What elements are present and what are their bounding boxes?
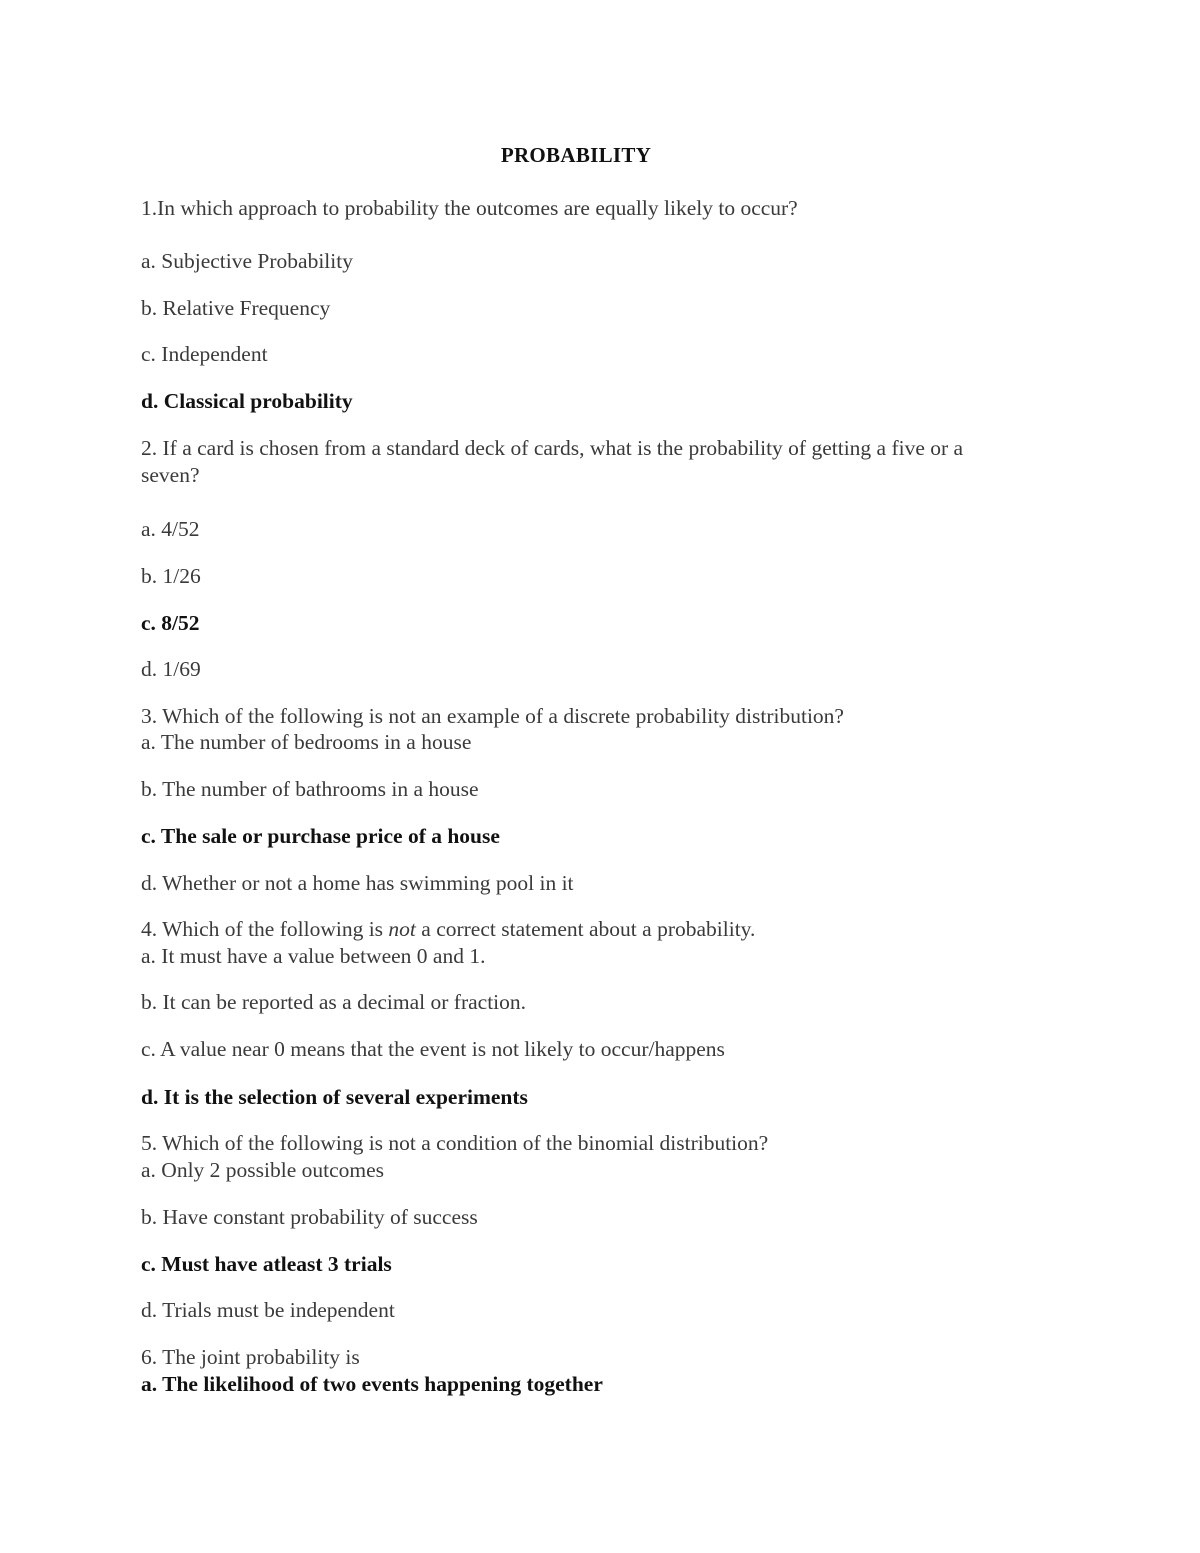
question-2-option-b: b. 1/26 [141, 564, 201, 588]
question-2-text-line-2: seven? [141, 463, 200, 487]
question-2-option-d: d. 1/69 [141, 657, 201, 681]
question-5-option-b: b. Have constant probability of success [141, 1205, 478, 1229]
question-2-option-a: a. 4/52 [141, 517, 200, 541]
question-3-option-d: d. Whether or not a home has swimming pool in it [141, 871, 574, 895]
question-1-option-a: a. Subjective Probability [141, 249, 353, 273]
question-4-text-emphasis: not [388, 917, 416, 941]
question-1-option-c: c. Independent [141, 342, 268, 366]
question-4-text-end: a correct statement about a probability. [415, 917, 756, 941]
question-4-option-a: a. It must have a value between 0 and 1. [141, 944, 486, 968]
question-1-text: 1.In which approach to probability the outcomes are equally likely to occur? [141, 196, 798, 220]
question-4-text-start: 4. Which of the following is [141, 917, 389, 941]
question-4-text [141, 916, 755, 942]
question-4-option-c: c. A value near 0 means that the event is not likely to occur/happens [141, 1037, 725, 1061]
question-2-option-c-answer: c. 8/52 [141, 611, 200, 635]
question-4-option-b: b. It can be reported as a decimal or fraction. [141, 990, 527, 1014]
question-6-option-a-answer: a. The likelihood of two events happening together [141, 1372, 603, 1396]
question-3-text: 3. Which of the following is not an example of a discrete probability distribution? [141, 704, 844, 728]
page-title: PROBABILITY [500, 143, 652, 167]
question-3-option-a: a. The number of bedrooms in a house [141, 730, 472, 754]
question-1-option-d-answer: d. Classical probability [141, 389, 353, 413]
question-3-option-c-answer: c. The sale or purchase price of a house [141, 824, 500, 848]
question-6-text: 6. The joint probability is [141, 1345, 360, 1369]
question-3-option-b: b. The number of bathrooms in a house [141, 777, 479, 801]
question-4-option-d-answer: d. It is the selection of several experiments [141, 1085, 528, 1109]
question-5-text: 5. Which of the following is not a condition of the binomial distribution? [141, 1131, 769, 1155]
question-5-option-c-answer: c. Must have atleast 3 trials [141, 1252, 392, 1276]
question-5-option-a: a. Only 2 possible outcomes [141, 1158, 385, 1182]
question-5-option-d: d. Trials must be independent [141, 1298, 395, 1322]
question-1-option-b: b. Relative Frequency [141, 296, 331, 320]
question-2-text-line-1: 2. If a card is chosen from a standard deck of cards, what is the probability of getting a five or a [141, 436, 964, 460]
